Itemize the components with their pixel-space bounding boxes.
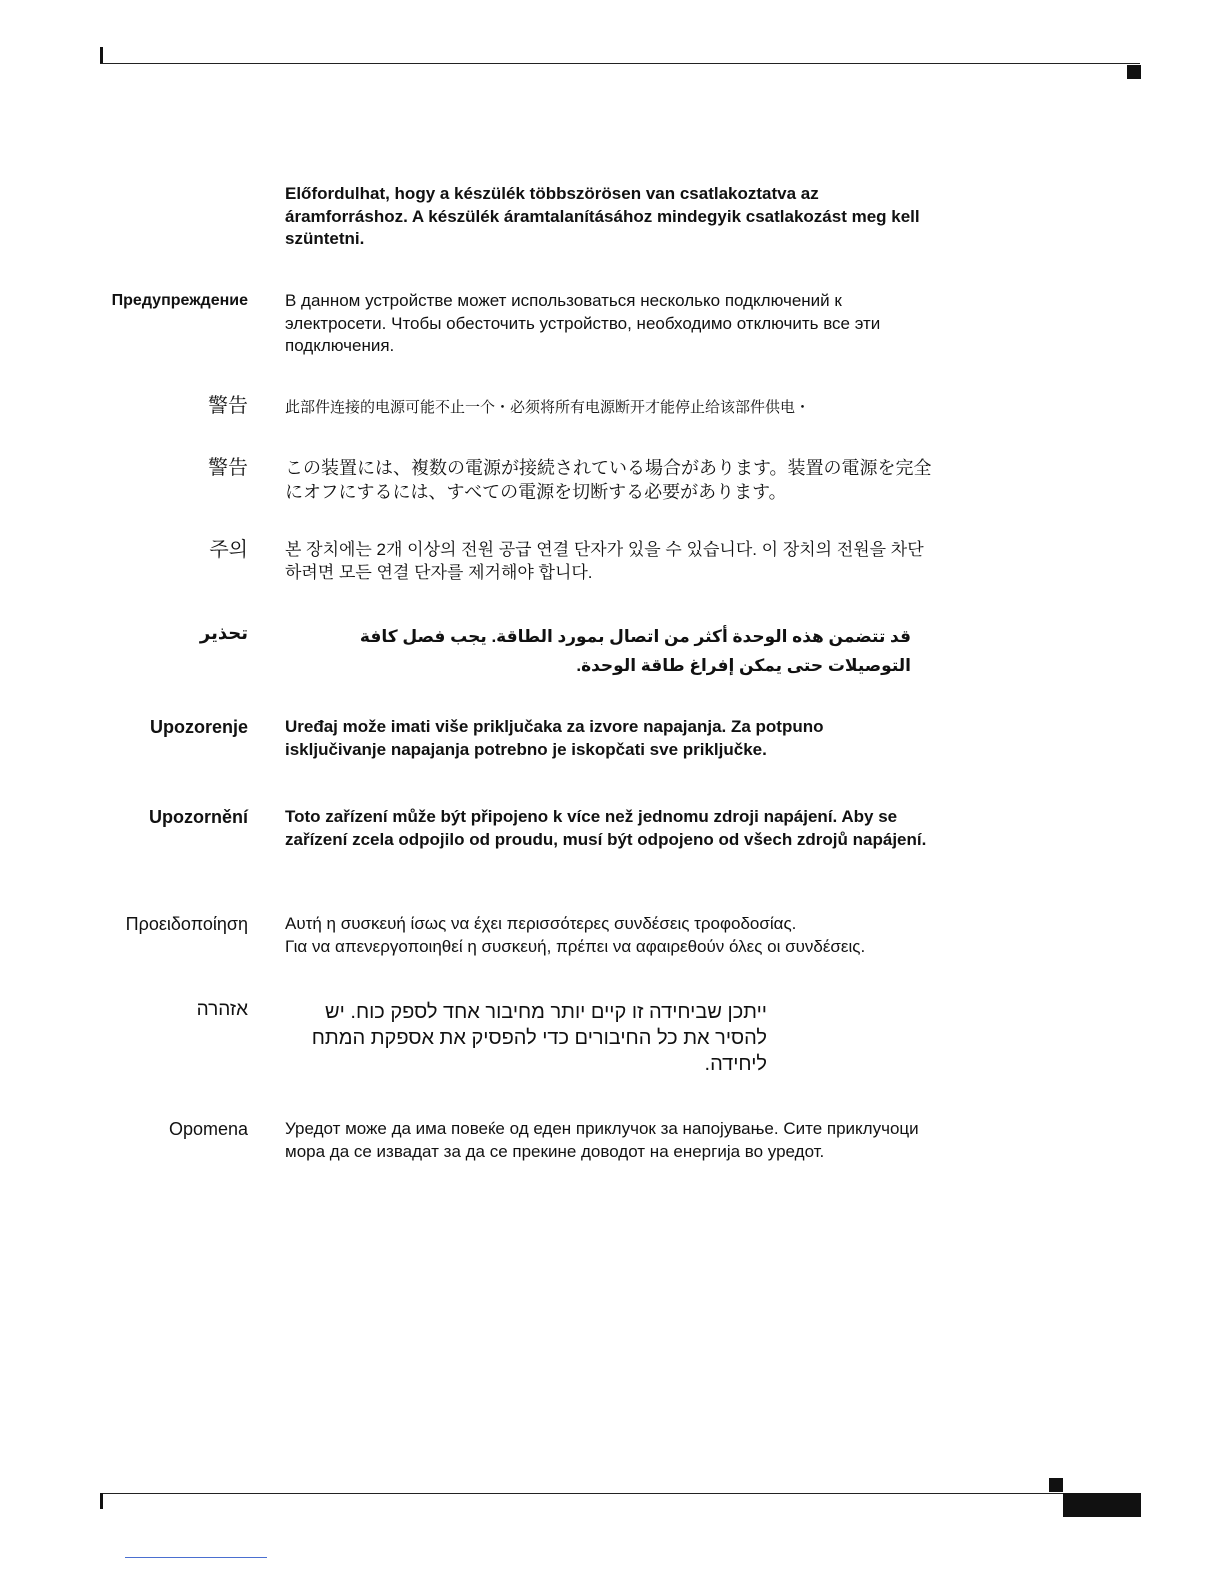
warning-text-line: Για να απενεργοποιηθεί η συσκευή, πρέπει να αφαιρεθούν όλες οι συνδέσεις. bbox=[285, 936, 866, 956]
footer-link-underline[interactable] bbox=[125, 1557, 267, 1558]
warning-label: 주의 bbox=[209, 539, 248, 561]
footer-page-tab bbox=[1063, 1493, 1141, 1517]
warning-label: 警告 bbox=[208, 395, 248, 417]
footer-marker bbox=[1049, 1478, 1063, 1492]
footer-rule-tick bbox=[100, 1493, 103, 1509]
warning-label: אזהרה bbox=[196, 999, 248, 1020]
header-rule bbox=[100, 63, 1140, 64]
warning-text: 본 장치에는 2개 이상의 전원 공급 연결 단자가 있을 수 있습니다. 이 장치의 전원을 차단하려면 모든 연결 단자를 제거해야 합니다. bbox=[285, 540, 924, 582]
warning-label: Предупреждение bbox=[111, 292, 248, 309]
warning-text: ייתכן שביחידה זו קיים יותר מחיבור אחד לספק כוח. יש להסיר את כל החיבורים כדי להפסיק את אספקת המתח ליחידה. bbox=[311, 1001, 767, 1075]
warning-label: Opomena bbox=[168, 1119, 248, 1139]
footer-rule bbox=[100, 1493, 1140, 1494]
warning-text: Uređaj može imati više priključaka za izvore napajanja. Za potpuno isključivanje napajanja potrebno je iskopčati sve priključke. bbox=[285, 717, 824, 759]
header-marker bbox=[1127, 65, 1141, 79]
header-rule-tick bbox=[100, 47, 103, 64]
warning-label: Upozornění bbox=[149, 807, 248, 827]
warning-text: В данном устройстве может использоваться несколько подключений к электросети. Чтобы обесточить устройство, необходимо отключить все эти подключения. bbox=[285, 291, 881, 355]
warning-label: Upozorenje bbox=[149, 717, 248, 737]
warning-label: 警告 bbox=[208, 457, 248, 479]
warning-text: この装置には、複数の電源が接続されている場合があります。装置の電源を完全にオフにするには、すべての電源を切断する必要があります。 bbox=[285, 458, 932, 502]
warning-text-line: Αυτή η συσκευή ίσως να έχει περισσότερες συνδέσεις τροφοδοσίας. bbox=[285, 914, 797, 933]
warning-label: Προειδοποίηση bbox=[125, 914, 248, 934]
warning-text: Toto zařízení může být připojeno k více než jednomu zdroji napájení. Aby se zařízení zcela odpojilo od proudu, musí být odpojeno od všech zdrojů napájení. bbox=[285, 807, 927, 849]
warning-text: Уредот може да има повеќе од еден приклучок за напојување. Сите приклучоци мора да се извадат за да се прекине доводот на енергија во уредот. bbox=[285, 1119, 919, 1161]
warning-text: 此部件连接的电源可能不止一个・必须将所有电源断开才能停止给该部件供电・ bbox=[285, 399, 811, 416]
warning-text bbox=[285, 913, 965, 958]
warning-label: تحذير bbox=[199, 623, 248, 643]
warning-text: قد تتضمن هذه الوحدة أكثر من اتصال بمورد الطاقة. يجب فصل كافة التوصيلات حتى يمكن إفراغ طاقة الوحدة. bbox=[359, 627, 911, 675]
warning-text: Előfordulhat, hogy a készülék többszörösen van csatlakoztatva az áramforráshoz. A készülék áramtalanításához mindegyik csatlakozást meg kell szüntetni. bbox=[285, 184, 920, 248]
